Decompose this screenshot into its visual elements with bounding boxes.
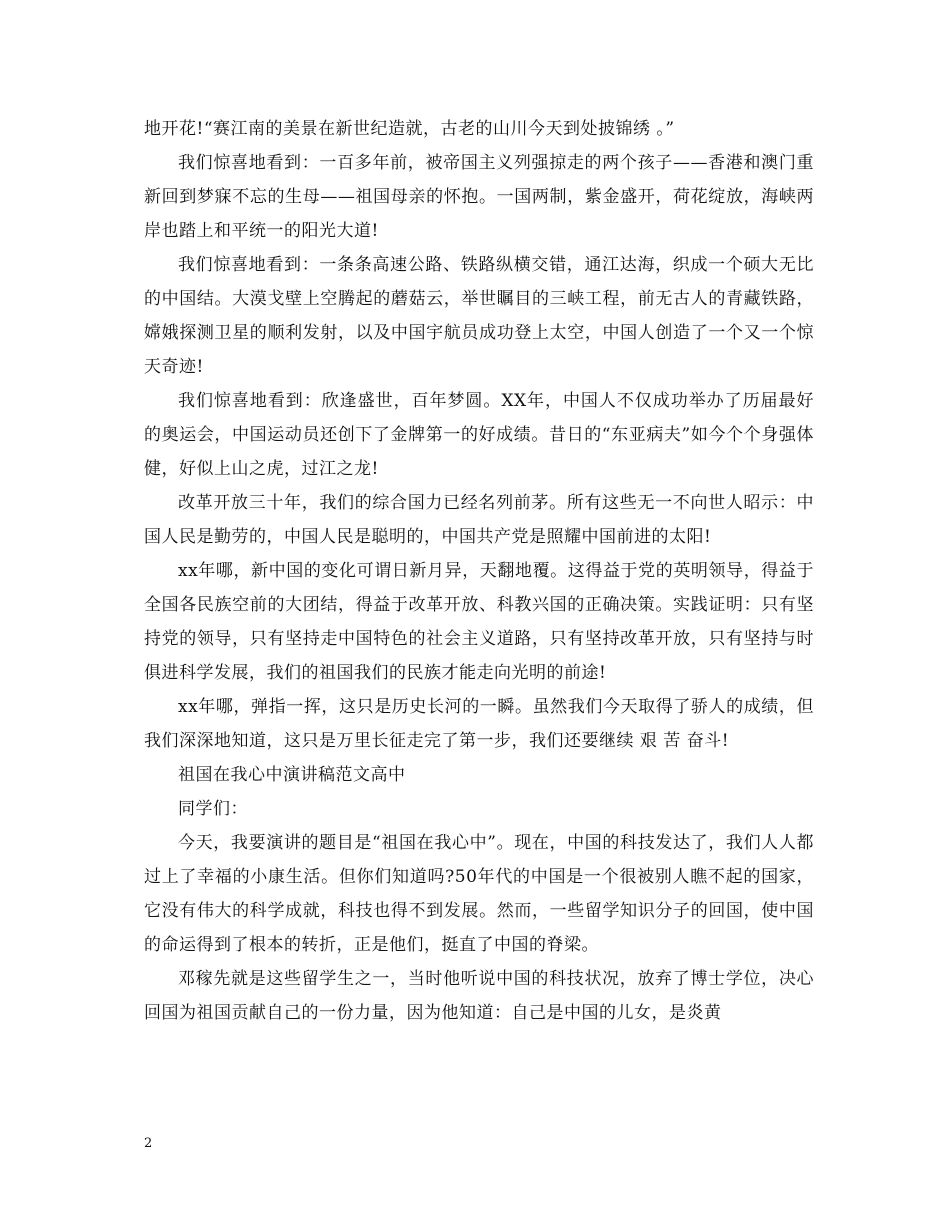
paragraph-infrastructure: 我们惊喜地看到：一条条高速公路、铁路纵横交错，通江达海，织成一个硕大无比的中国结。大漠戈壁上空腾起的蘑菇云，举世瞩目的三峡工程，前无古人的青藏铁路，嫦娥探测卫星的顺利发射，以及中国宇航员成功登上太空，中国人创造了一个又一个惊天奇迹! [144, 255, 814, 377]
document-body [144, 112, 814, 1030]
paragraph-speech-topic: 今天，我要演讲的题目是“祖国在我心中”。现在，中国的科技发达了，我们人人都过上了幸福的小康生活。但你们知道吗?50年代的中国是一个很被别人瞧不起的国家，它没有伟大的科学成就，科技也得不到发展。然而，一些留学知识分子的回国，使中国的命运得到了根本的转折，正是他们，挺直了中国的脊梁。 [144, 833, 814, 955]
paragraph-reform-opening: 改革开放三十年，我们的综合国力已经名列前茅。所有这些无一不向世人昭示：中国人民是勤劳的，中国人民是聪明的，中国共产党是照耀中国前进的太阳! [144, 493, 814, 547]
salutation: 同学们： [178, 799, 248, 819]
paragraph-hong-kong-macau: 我们惊喜地看到：一百多年前，被帝国主义列强掠走的两个孩子——香港和澳门重新回到梦寐不忘的生母——祖国母亲的怀抱。一国两制，紫金盛开，荷花绽放，海峡两岸也踏上和平统一的阳光大道! [144, 153, 814, 241]
paragraph-deng-jiaxian: 邓稼先就是这些留学生之一，当时他听说中国的科技状况，放弃了博士学位，决心回国为祖国贡献自己的一份力量，因为他知道：自己是中国的儿女，是炎黄 [144, 969, 814, 1023]
page-number: 2 [144, 1136, 153, 1151]
paragraph-long-march: xx年哪，弹指一挥，这只是历史长河的一瞬。虽然我们今天取得了骄人的成绩，但我们深深地知道，这只是万里长征走完了第一步，我们还要继续 艰 苦 奋斗! [144, 697, 814, 751]
section-heading: 祖国在我心中演讲稿范文高中 [178, 765, 406, 785]
paragraph-leadership: xx年哪，新中国的变化可谓日新月异，天翻地覆。这得益于党的英明领导，得益于全国各民族空前的大团结，得益于改革开放、科教兴国的正确决策。实践证明：只有坚持党的领导，只有坚持走中国特色的社会主义道路，只有坚持改革开放，只有坚持与时俱进科学发展，我们的祖国我们的民族才能走向光明的前途! [144, 561, 814, 683]
paragraph-olympics: 我们惊喜地看到：欣逢盛世，百年梦圆。XX年，中国人不仅成功举办了历届最好的奥运会，中国运动员还创下了金牌第一的好成绩。昔日的“东亚病夫”如今个个身强体健，好似上山之虎，过江之龙! [144, 391, 814, 479]
paragraph-continuation: 地开花!“赛江南的美景在新世纪造就，古老的山川今天到处披锦绣 。” [144, 119, 675, 139]
